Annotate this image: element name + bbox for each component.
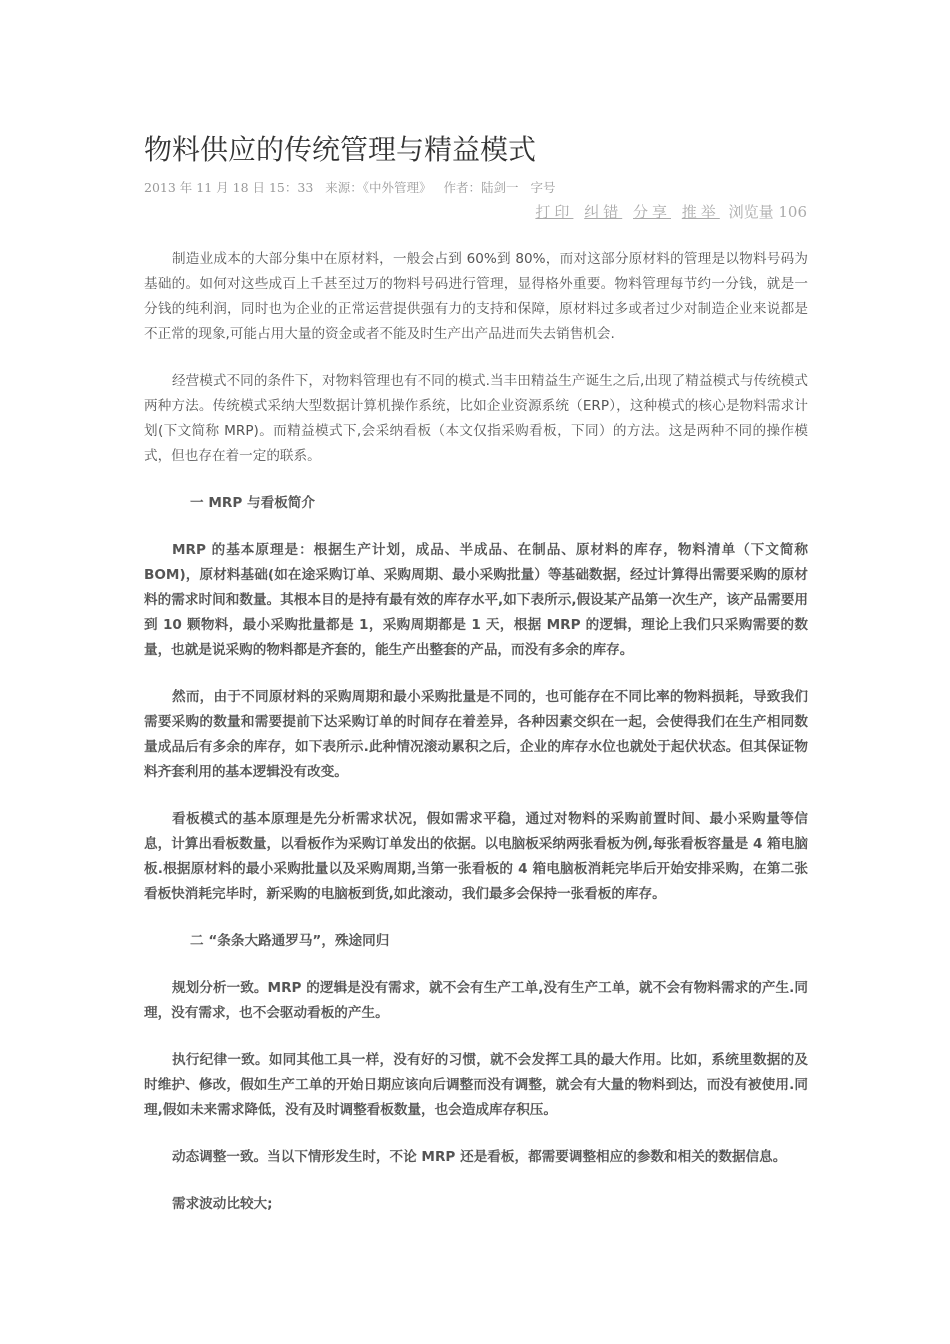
paragraph-intro: 制造业成本的大部分集中在原材料，一般会占到 60%到 80%，而对这部分原材料的管理是以物料号码为基础的。如何对这些成百上千甚至过万的物料号码进行管理，显得格外重要。物料管理每节约一分钱，就是一分钱的纯利润，同时也为企业的正常运营提供强有力的支持和保障，原材料过多或者过少对制造企业来说都是不正常的现象,可能占用大量的资金或者不能及时生产出产品进而失去销售机会. [144, 251, 808, 342]
section-heading-2: 二 “条条大路通罗马”，殊途同归 [190, 933, 390, 949]
print-link[interactable]: 打印 [535, 203, 574, 221]
recommend-link[interactable]: 推举 [681, 203, 720, 221]
paragraph-discipline: 执行纪律一致。如同其他工具一样，没有好的习惯，就不会发挥工具的最大作用。比如，系统里数据的及时维护、修改，假如生产工单的开始日期应该向后调整而没有调整，就会有大量的物料到达，而没有被使用.同理,假如未来需求降低，没有及时调整看板数量，也会造成库存积压。 [144, 1052, 808, 1118]
article-meta [144, 178, 564, 196]
share-link[interactable]: 分享 [633, 203, 672, 221]
article-body [144, 247, 808, 1239]
paragraph-modes: 经营模式不同的条件下，对物料管理也有不同的模式.当丰田精益生产诞生之后,出现了精益模式与传统模式两种方法。传统模式采纳大型数据计算机操作系统，比如企业资源系统（ERP），这种模式的核心是物料需求计划(下文简称 MRP)。而精益模式下,会采纳看板（本文仅指采购看板，下同）的方法。这是两种不同的操作模式，但也存在着一定的联系。 [144, 373, 808, 464]
paragraph-demand: 需求波动比较大; [172, 1196, 273, 1212]
paragraph-planning: 规划分析一致。MRP 的逻辑是没有需求，就不会有生产工单,没有生产工单，就不会有物料需求的产生.同理，没有需求，也不会驱动看板的产生。 [144, 980, 808, 1021]
paragraph-dynamic: 动态调整一致。当以下情形发生时，不论 MRP 还是看板，都需要调整相应的参数和相关的数据信息。 [172, 1149, 787, 1165]
section-heading-1: 一 MRP 与看板简介 [190, 495, 315, 511]
article-title: 物料供应的传统管理与精益模式 [144, 133, 537, 166]
paragraph-kanban-principle: 看板模式的基本原理是先分析需求状况，假如需求平稳，通过对物料的采购前置时间、最小采购量等信息，计算出看板数量，以看板作为采购订单发出的依据。以电脑板采纳两张看板为例,每张看板容量是 4 箱电脑板.根据原材料的最小采购批量以及采购周期,当第一张看板的 4 箱电脑板消耗完毕后开始安排采购，在第二张看板快消耗完毕时，新采购的电脑板到货,如此滚动，我们最多会保持一张看板的库存。 [144, 811, 808, 902]
article-source: 来源：《中外管理》 [325, 180, 432, 195]
view-count: 浏览量 106 [728, 203, 807, 221]
paragraph-mrp-principle: MRP 的基本原理是：根据生产计划，成品、半成品、在制品、原材料的库存，物料清单（下文简称 BOM)，原材料基础(如在途采购订单、采购周期、最小采购批量）等基础数据，经过计算得出需要采购的原材料的需求时间和数量。其根本目的是持有最有效的库存水平,如下表所示,假设某产品第一次生产，该产品需要用到 10 颗物料，最小采购批量都是 1，采购周期都是 1 天，根据 MRP 的逻辑，理论上我们只采购需要的数量，也就是说采购的物料都是齐套的，能生产出整套的产品，而没有多余的库存。 [144, 542, 808, 658]
publish-date: 2013 年 11 月 18 日 15：33 [144, 180, 314, 195]
article-toolbar [529, 201, 807, 222]
font-size-link[interactable]: 字号 [530, 180, 556, 195]
article-author: 作者：陆剑一 [443, 180, 519, 195]
paragraph-mrp-difference: 然而，由于不同原材料的采购周期和最小采购批量是不同的，也可能存在不同比率的物料损耗，导致我们需要采购的数量和需要提前下达采购订单的时间存在着差异，各种因素交织在一起，会使得我们在生产相同数量成品后有多余的库存，如下表所示.此种情况滚动累积之后，企业的库存水位也就处于起伏状态。但其保证物料齐套利用的基本逻辑没有改变。 [144, 689, 808, 780]
correct-error-link[interactable]: 纠错 [584, 203, 623, 221]
